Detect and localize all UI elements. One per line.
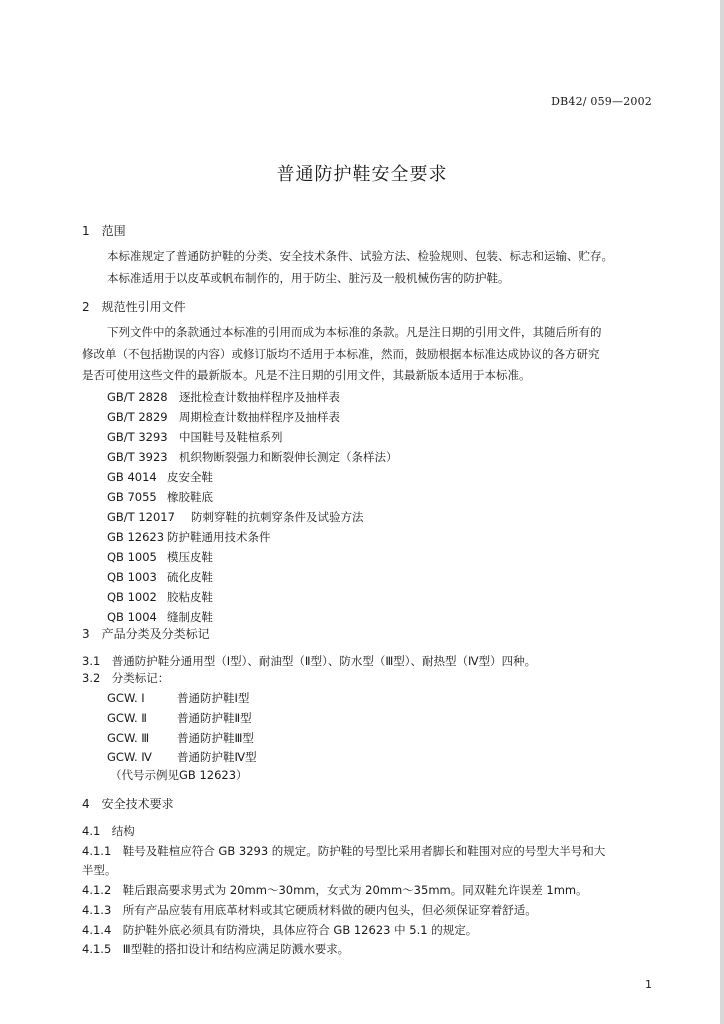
reference-code: GB 12623 bbox=[107, 530, 165, 544]
classification-name: 普通防护鞋Ⅲ型 bbox=[177, 731, 254, 745]
clause-4-1-5: 4.1.5 Ⅲ型鞋的搭扣设计和结构应满足防溅水要求。 bbox=[82, 942, 350, 956]
section-2-paragraph-line-1: 下列文件中的条款通过本标准的引用而成为本标准的条款。凡是注日期的引用文件，其随后所有的 bbox=[107, 325, 602, 339]
classification-mark bbox=[107, 710, 252, 726]
reference-title: 周期检查计数抽样程序及抽样表 bbox=[179, 410, 340, 424]
reference-item bbox=[107, 509, 364, 525]
reference-item bbox=[107, 409, 340, 425]
reference-code: QB 1005 bbox=[107, 550, 157, 564]
classification-code: GCW. Ⅰ bbox=[107, 691, 145, 705]
reference-item bbox=[107, 609, 213, 625]
reference-item bbox=[107, 469, 213, 485]
clause-4-1-4: 4.1.4 防护鞋外底必须具有防滑块，具体应符合 GB 12623 中 5.1 的规定。 bbox=[82, 923, 478, 937]
classification-name: 普通防护鞋Ⅰ型 bbox=[177, 691, 250, 705]
reference-title: 硫化皮鞋 bbox=[167, 570, 213, 584]
section-1-paragraph-2: 本标准适用于以皮革或帆布制作的，用于防尘、脏污及一般机械伤害的防护鞋。 bbox=[107, 271, 510, 285]
reference-item bbox=[107, 449, 398, 465]
reference-item bbox=[107, 429, 283, 445]
section-4-heading: 4 安全技术要求 bbox=[82, 797, 174, 811]
classification-code: GCW. Ⅲ bbox=[107, 731, 150, 745]
section-1-heading: 1 范围 bbox=[82, 224, 126, 238]
reference-title: 中国鞋号及鞋楦系列 bbox=[179, 430, 283, 444]
reference-code: GB/T 3293 bbox=[107, 430, 168, 444]
page-title: 普通防护鞋安全要求 bbox=[276, 164, 448, 185]
clause-4-1-2: 4.1.2 鞋后跟高要求男式为 20mm～30mm，女式为 20mm～35mm。同双鞋允许误差 1mm。 bbox=[82, 883, 588, 897]
classification-name: 普通防护鞋Ⅱ型 bbox=[177, 711, 252, 725]
reference-item bbox=[107, 489, 213, 505]
page-number: 1 bbox=[645, 978, 652, 991]
reference-code: GB 7055 bbox=[107, 490, 157, 504]
clause-3-1: 3.1 普通防护鞋分通用型（Ⅰ型）、耐油型（Ⅱ型）、防水型（Ⅲ型）、耐热型（Ⅳ型）四种。 bbox=[82, 654, 537, 668]
section-3-heading: 3 产品分类及分类标记 bbox=[82, 627, 210, 641]
reference-code: QB 1003 bbox=[107, 570, 157, 584]
reference-code: GB/T 12017 bbox=[107, 510, 175, 524]
reference-title: 皮安全鞋 bbox=[167, 470, 213, 484]
classification-code: GCW. Ⅱ bbox=[107, 711, 147, 725]
reference-code: GB/T 3923 bbox=[107, 450, 168, 464]
reference-code: GB/T 2828 bbox=[107, 390, 168, 404]
classification-note: （代号示例见GB 12623） bbox=[110, 768, 248, 782]
reference-item bbox=[107, 529, 271, 545]
reference-item bbox=[107, 589, 213, 605]
reference-title: 模压皮鞋 bbox=[167, 550, 213, 564]
clause-3-2: 3.2 分类标记： bbox=[82, 671, 170, 685]
reference-item bbox=[107, 389, 340, 405]
reference-code: QB 1004 bbox=[107, 610, 157, 624]
clause-4-1-1-line-2: 半型。 bbox=[82, 863, 117, 877]
reference-title: 防护鞋通用技术条件 bbox=[167, 530, 271, 544]
scan-edge-line bbox=[720, 0, 724, 1024]
reference-title: 防刺穿鞋的抗刺穿条件及试验方法 bbox=[191, 510, 364, 524]
classification-code: GCW. Ⅳ bbox=[107, 750, 152, 764]
classification-mark bbox=[107, 749, 257, 765]
clause-4-1-1-line-1: 4.1.1 鞋号及鞋楦应符合 GB 3293 的规定。防护鞋的号型比采用者脚长和鞋围对应的号型大半号和大 bbox=[82, 844, 606, 858]
reference-code: GB/T 2829 bbox=[107, 410, 168, 424]
reference-item bbox=[107, 569, 213, 585]
section-2-heading: 2 规范性引用文件 bbox=[82, 300, 186, 314]
reference-title: 逐批检查计数抽样程序及抽样表 bbox=[179, 390, 340, 404]
classification-mark bbox=[107, 730, 254, 746]
document-code: DB42/ 059—2002 bbox=[551, 95, 652, 108]
reference-item bbox=[107, 549, 213, 565]
section-2-paragraph-line-2: 修改单（不包括勘误的内容）或修订版均不适用于本标准，然而，鼓励根据本标准达成协议的各方研究 bbox=[82, 347, 600, 361]
reference-code: GB 4014 bbox=[107, 470, 157, 484]
reference-title: 缝制皮鞋 bbox=[167, 610, 213, 624]
clause-4-1: 4.1 结构 bbox=[82, 824, 135, 838]
section-1-paragraph-1: 本标准规定了普通防护鞋的分类、安全技术条件、试验方法、检验规则、包装、标志和运输、贮存。 bbox=[107, 249, 613, 263]
reference-code: QB 1002 bbox=[107, 590, 157, 604]
reference-title: 胶粘皮鞋 bbox=[167, 590, 213, 604]
classification-mark bbox=[107, 690, 249, 706]
clause-4-1-3: 4.1.3 所有产品应装有用底革材料或其它硬质材料做的硬内包头，但必须保证穿着舒适。 bbox=[82, 903, 537, 917]
reference-title: 橡胶鞋底 bbox=[167, 490, 213, 504]
reference-title: 机织物断裂强力和断裂伸长测定（条样法） bbox=[179, 450, 398, 464]
classification-name: 普通防护鞋Ⅳ型 bbox=[177, 750, 257, 764]
section-2-paragraph-line-3: 是否可使用这些文件的最新版本。凡是不注日期的引用文件，其最新版本适用于本标准。 bbox=[82, 368, 531, 382]
